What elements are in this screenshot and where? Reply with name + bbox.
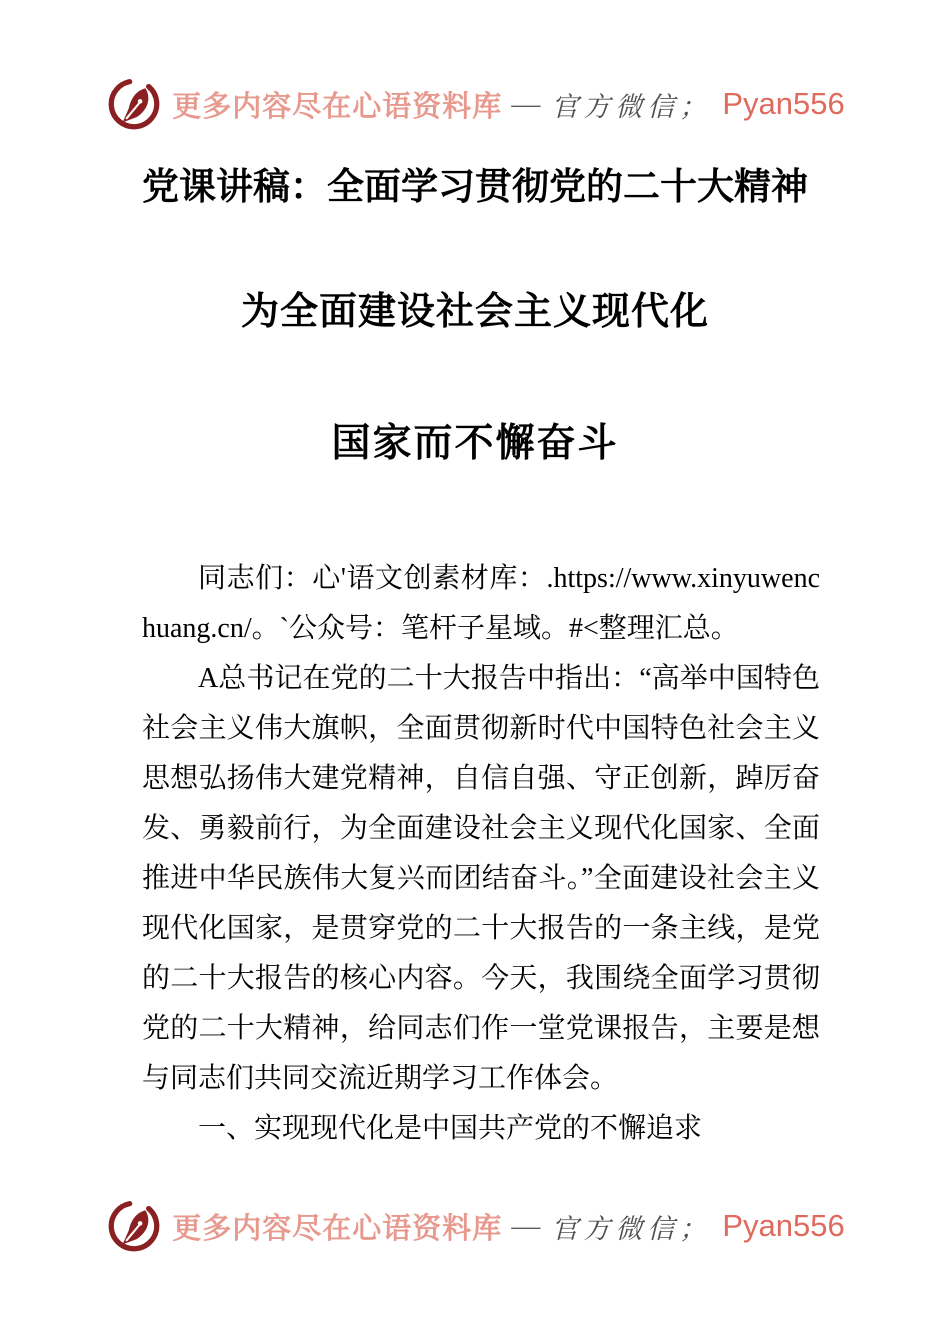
header-watermark — [0, 76, 950, 132]
wechat-id: Pyan556 — [722, 1208, 845, 1243]
document-body — [142, 554, 820, 1154]
wechat-label: 官方微信； — [551, 91, 712, 123]
dash-separator: — — [511, 87, 541, 120]
pen-nib-logo-icon — [105, 1198, 163, 1254]
pen-nib-logo-icon — [105, 76, 163, 132]
doc-title-line-1: 党课讲稿：全面学习贯彻党的二十大精神 — [142, 167, 808, 208]
dash-separator: — — [511, 1209, 541, 1242]
footer-watermark — [0, 1198, 950, 1254]
brand-text: 更多内容尽在心语资料库 — [172, 90, 503, 123]
doc-title-line-3: 国家而不懈奋斗 — [331, 422, 619, 465]
wechat-label: 官方微信； — [551, 1213, 712, 1245]
paragraph-report-quote: A总书记在党的二十大报告中指出：“高举中国特色社会主义伟大旗帜，全面贯彻新时代中国特色社会主义思想弘扬伟大建党精神，自信自强、守正创新，踔厉奋发、勇毅前行，为全面建设社会主义现代化国家、全面推进中华民族伟大复兴而团结奋斗。”全面建设社会主义现代化国家，是贯穿党的二十大报告的一条主线，是党的二十大报告的核心内容。今天，我围绕全面学习贯彻党的二十大精神，给同志们作一堂党课报告，主要是想与同志们共同交流近期学习工作体会。 — [142, 663, 820, 1094]
paragraph-source-note: 同志们：心'语文创素材库：.https://www.xinyuwenchuang.cn/。`公众号：笔杆子星域。#<整理汇总。 — [142, 563, 820, 644]
doc-title-line-2: 为全面建设社会主义现代化 — [240, 291, 709, 333]
wechat-id: Pyan556 — [722, 86, 845, 121]
section-heading-1: 一、实现现代化是中国共产党的不懈追求 — [198, 1113, 703, 1144]
brand-text: 更多内容尽在心语资料库 — [172, 1212, 503, 1245]
